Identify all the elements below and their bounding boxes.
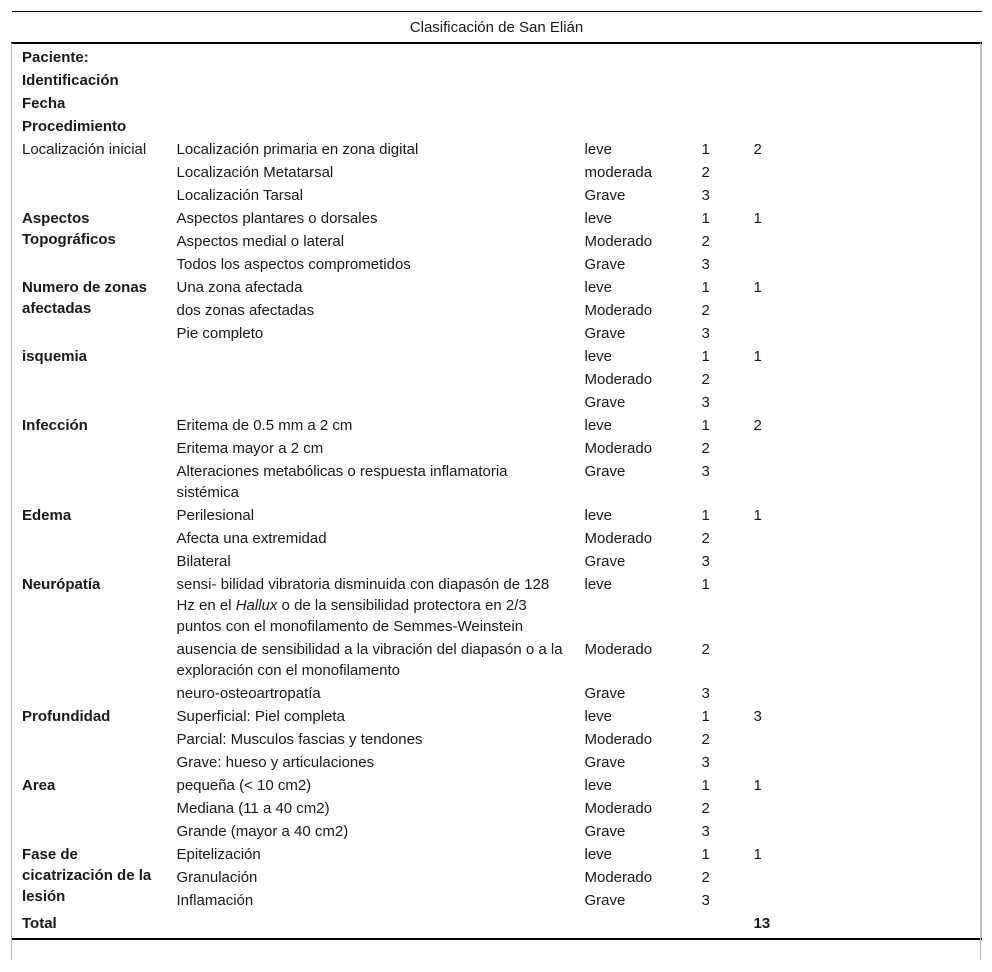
category-score xyxy=(744,161,982,184)
severity-level: leve xyxy=(584,507,613,524)
severity-value: 1 xyxy=(701,846,710,863)
severity-value: 3 xyxy=(701,685,710,702)
severity-value: 1 xyxy=(701,348,710,365)
header-label: Paciente: xyxy=(22,49,89,66)
category-score: 1 xyxy=(753,846,762,863)
severity-level: Moderado xyxy=(584,440,653,457)
severity-value: 2 xyxy=(701,302,710,319)
severity-value: 2 xyxy=(701,440,710,457)
table-body xyxy=(12,43,982,939)
empty-cell xyxy=(744,69,982,92)
severity-value: 1 xyxy=(701,210,710,227)
category-score: 1 xyxy=(753,777,762,794)
empty-cell xyxy=(167,92,575,115)
category-label: Profundidad xyxy=(22,708,111,725)
empty-cell xyxy=(167,115,575,138)
severity-value: 1 xyxy=(701,708,710,725)
empty-cell xyxy=(692,115,744,138)
description-cell: Localización Metatarsal xyxy=(176,164,334,181)
header-row xyxy=(12,69,982,92)
description-cell: Parcial: Musculos fascias y tendones xyxy=(176,731,423,748)
severity-value: 3 xyxy=(701,187,710,204)
table-row xyxy=(12,843,982,866)
category-score xyxy=(744,253,982,276)
header-label: Fecha xyxy=(22,95,66,112)
table-row xyxy=(12,207,982,230)
category-score xyxy=(744,797,982,820)
severity-level: Grave xyxy=(584,892,626,909)
header-row xyxy=(12,92,982,115)
description-cell: Bilateral xyxy=(176,553,231,570)
severity-value: 3 xyxy=(701,463,710,480)
severity-level: Grave xyxy=(584,553,626,570)
severity-value: 2 xyxy=(701,233,710,250)
classification-table xyxy=(11,11,982,940)
severity-level: Moderado xyxy=(584,641,653,658)
table-row xyxy=(12,138,982,161)
category-score xyxy=(744,751,982,774)
severity-level: Grave xyxy=(584,325,626,342)
severity-level: Grave xyxy=(584,394,626,411)
description-cell: Pie completo xyxy=(176,325,264,342)
description-cell: Epitelización xyxy=(176,846,261,863)
severity-level: Moderado xyxy=(584,530,653,547)
category-score xyxy=(744,573,982,638)
description-cell: Grande (mayor a 40 cm2) xyxy=(176,823,349,840)
severity-value: 3 xyxy=(701,553,710,570)
category-score: 2 xyxy=(753,417,762,434)
severity-level: Grave xyxy=(584,463,626,480)
severity-value: 3 xyxy=(701,394,710,411)
severity-value: 2 xyxy=(701,731,710,748)
severity-value: 1 xyxy=(701,507,710,524)
category-score: 1 xyxy=(753,210,762,227)
category-score xyxy=(744,368,982,391)
severity-value: 2 xyxy=(701,869,710,886)
description-cell xyxy=(167,368,575,391)
description-cell: Perilesional xyxy=(176,507,255,524)
severity-level: Moderado xyxy=(584,302,653,319)
category-score xyxy=(744,889,982,912)
severity-level: leve xyxy=(584,846,613,863)
severity-level: leve xyxy=(584,348,613,365)
category-score xyxy=(744,184,982,207)
description-text: sensi- bilidad vibratoria disminuida con diapasón de 128 Hz en el xyxy=(176,576,550,614)
empty-cell xyxy=(692,912,744,939)
severity-value: 3 xyxy=(701,325,710,342)
severity-level: leve xyxy=(584,777,613,794)
category-label: Neurópatía xyxy=(22,576,101,593)
table-row xyxy=(12,504,982,527)
category-score xyxy=(744,322,982,345)
table-title: Clasificación de San Elián xyxy=(12,12,982,44)
severity-value: 1 xyxy=(701,777,710,794)
empty-cell xyxy=(575,92,692,115)
category-label: Infección xyxy=(22,417,88,434)
empty-cell xyxy=(744,115,982,138)
empty-cell xyxy=(744,92,982,115)
header-label: Procedimiento xyxy=(22,118,127,135)
severity-value: 2 xyxy=(701,530,710,547)
description-cell: Mediana (11 a 40 cm2) xyxy=(176,800,330,817)
severity-value: 2 xyxy=(701,164,710,181)
severity-level: Grave xyxy=(584,685,626,702)
category-label: Localización inicial xyxy=(22,141,147,158)
severity-value: 1 xyxy=(701,576,710,593)
empty-cell xyxy=(575,43,692,69)
category-score xyxy=(744,550,982,573)
description-cell: Superficial: Piel completa xyxy=(176,708,345,725)
total-label: Total xyxy=(12,912,167,939)
description-cell: Aspectos plantares o dorsales xyxy=(176,210,378,227)
category-label: Numero de zonas afectadas xyxy=(22,279,148,317)
category-label: Area xyxy=(22,777,56,794)
category-score: 1 xyxy=(753,507,762,524)
description-cell: neuro-osteoartropatía xyxy=(176,685,321,702)
severity-level: Moderado xyxy=(584,800,653,817)
description-cell xyxy=(167,345,575,368)
severity-level: leve xyxy=(584,279,613,296)
severity-value: 3 xyxy=(701,892,710,909)
category-label: isquemia xyxy=(22,348,88,365)
severity-level: leve xyxy=(584,141,613,158)
category-label: Aspectos Topográficos xyxy=(22,210,116,248)
description-cell: Eritema mayor a 2 cm xyxy=(176,440,324,457)
description-cell: Inflamación xyxy=(176,892,254,909)
category-score xyxy=(744,437,982,460)
severity-value: 2 xyxy=(701,800,710,817)
empty-cell xyxy=(575,912,692,939)
description-text: o de la sensibilidad protectora en 2/3 puntos con el monofilamento de Semmes-Weinstein xyxy=(176,597,527,635)
category-score xyxy=(744,527,982,550)
table-row xyxy=(12,345,982,368)
severity-value: 3 xyxy=(701,754,710,771)
description-cell: Alteraciones metabólicas o respuesta inflamatoria sistémica xyxy=(176,463,508,501)
table-row xyxy=(12,705,982,728)
empty-cell xyxy=(692,92,744,115)
severity-level: Moderado xyxy=(584,233,653,250)
header-row xyxy=(12,115,982,138)
category-score xyxy=(744,682,982,705)
severity-level: Grave xyxy=(584,823,626,840)
description-cell xyxy=(167,573,575,638)
description-cell xyxy=(167,391,575,414)
category-score xyxy=(744,391,982,414)
table-row xyxy=(12,414,982,437)
empty-cell xyxy=(692,43,744,69)
table-row xyxy=(12,573,982,638)
empty-cell xyxy=(167,912,575,939)
empty-cell xyxy=(167,69,575,92)
severity-level: leve xyxy=(584,576,613,593)
category-score xyxy=(744,230,982,253)
severity-level: leve xyxy=(584,210,613,227)
severity-level: Moderado xyxy=(584,869,653,886)
total-value: 13 xyxy=(744,912,982,939)
severity-value: 2 xyxy=(701,641,710,658)
description-cell: pequeña (< 10 cm2) xyxy=(176,777,312,794)
table-row xyxy=(12,774,982,797)
empty-cell xyxy=(692,69,744,92)
description-emphasis: Hallux xyxy=(235,597,278,614)
severity-level: Grave xyxy=(584,256,626,273)
severity-value: 1 xyxy=(701,417,710,434)
category-score: 2 xyxy=(753,141,762,158)
severity-value: 1 xyxy=(701,279,710,296)
severity-level: Moderado xyxy=(584,371,653,388)
left-border xyxy=(11,43,12,960)
total-row xyxy=(12,912,982,939)
category-score: 1 xyxy=(753,348,762,365)
category-score xyxy=(744,299,982,322)
empty-cell xyxy=(744,43,982,69)
description-cell: Aspectos medial o lateral xyxy=(176,233,345,250)
category-score xyxy=(744,638,982,682)
description-cell: Granulación xyxy=(176,869,258,886)
category-score xyxy=(744,866,982,889)
description-cell: dos zonas afectadas xyxy=(176,302,315,319)
right-border xyxy=(980,43,981,960)
empty-cell xyxy=(575,115,692,138)
severity-value: 1 xyxy=(701,141,710,158)
category-label: Fase de cicatrización de la lesión xyxy=(22,846,152,905)
description-cell: Todos los aspectos comprometidos xyxy=(176,256,411,273)
description-cell: Eritema de 0.5 mm a 2 cm xyxy=(176,417,353,434)
description-cell: Localización primaria en zona digital xyxy=(176,141,419,158)
category-label: Edema xyxy=(22,507,72,524)
classification-table-container xyxy=(11,11,981,940)
severity-value: 3 xyxy=(701,256,710,273)
severity-level: leve xyxy=(584,708,613,725)
header-row xyxy=(12,43,982,69)
description-cell: Grave: hueso y articulaciones xyxy=(176,754,375,771)
description-cell: ausencia de sensibilidad a la vibración del diapasón o a la exploración con el monofilamento xyxy=(176,641,563,679)
severity-level: moderada xyxy=(584,164,653,181)
severity-level: Grave xyxy=(584,754,626,771)
category-score xyxy=(744,728,982,751)
table-row xyxy=(12,276,982,299)
description-cell: Afecta una extremidad xyxy=(176,530,327,547)
severity-value: 3 xyxy=(701,823,710,840)
description-cell: Una zona afectada xyxy=(176,279,303,296)
empty-cell xyxy=(167,43,575,69)
empty-cell xyxy=(575,69,692,92)
category-score xyxy=(744,820,982,843)
severity-level: leve xyxy=(584,417,613,434)
severity-value: 2 xyxy=(701,371,710,388)
category-score: 1 xyxy=(753,279,762,296)
category-score xyxy=(744,460,982,504)
category-score: 3 xyxy=(753,708,762,725)
description-cell: Localización Tarsal xyxy=(176,187,303,204)
header-label: Identificación xyxy=(22,72,119,89)
severity-level: Moderado xyxy=(584,731,653,748)
severity-level: Grave xyxy=(584,187,626,204)
